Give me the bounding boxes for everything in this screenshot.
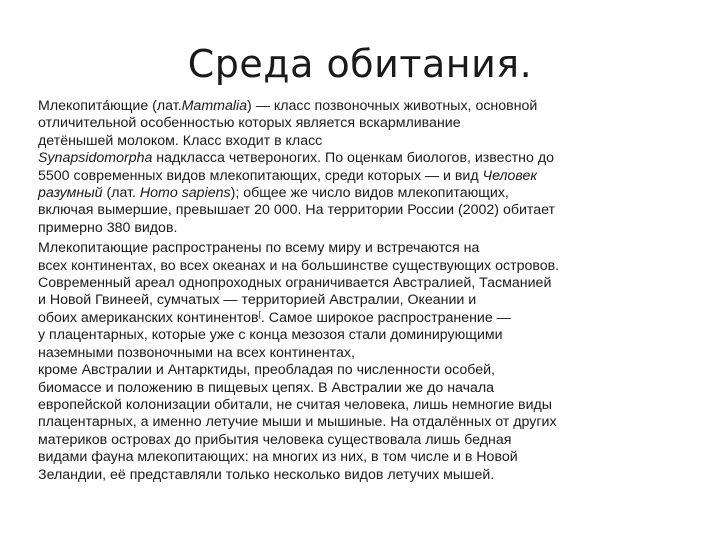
text-line: отличительной особенностью которых является вскармливание [38, 115, 461, 132]
text-span: . Самое широкое распространение — [260, 309, 511, 326]
text-line: наземными позвоночными на всех континентах, [38, 344, 355, 361]
text-line: и Новой Гвинеей, сумчатых — территорией Австралии, Океании и [38, 292, 477, 309]
text-span: (лат. [102, 185, 140, 202]
latin-term: Mammalia [181, 98, 248, 114]
text-line: включая вымершие, превышает 20 000. На территории России (2002) обитает [38, 202, 556, 219]
slide-title: Среда обитания. [187, 42, 533, 86]
text-line: материков островах до прибытия человека существовала лишь бедная [38, 431, 512, 448]
text-line: у плацентарных, которые уже с конца мезозоя стали доминирующими [38, 327, 503, 344]
text-line: биомассе и положению в пищевых цепях. В Австралии же до начала [38, 379, 495, 396]
text-line [38, 150, 678, 167]
text-line: плацентарных, а именно летучие мыши и мышиные. На отдалённых от других [38, 414, 557, 431]
latin-term: Synapsidomorpha [38, 150, 153, 167]
text-line [38, 185, 678, 202]
text-span: ); общее же число видов млекопитающих, [230, 185, 509, 202]
text-line: детёнышей молоком. Класс входит в класс [38, 132, 323, 149]
text-span: надкласса четвероногих. По оценкам биологов, известно до [152, 150, 554, 167]
text-span: обоих американских континентов [38, 309, 259, 326]
text-line: примерно 380 видов. [38, 219, 178, 236]
text-line [38, 98, 678, 115]
footnote-mark: [ [258, 309, 261, 319]
italic-term: Человек [482, 167, 538, 184]
text-line [38, 167, 678, 185]
text-line: Современный ареал однопроходных ограничивается Австралией, Тасманией [38, 275, 552, 292]
text-line [38, 309, 678, 327]
slide-body [38, 98, 678, 484]
latin-term: Homo sapiens [139, 185, 231, 202]
text-line: Зеландии, её представляли только несколько видов летучих мышей. [38, 466, 495, 483]
paragraph-mammalia-definition [38, 98, 678, 237]
text-span: Млекопита́ющие (лат. [38, 98, 182, 114]
text-line: европейской колонизации обитали, не считая человека, лишь немногие виды [38, 396, 552, 413]
text-line: Млекопитающие распространены по всему миру и встречаются на [38, 240, 480, 257]
italic-term: разумный [38, 185, 103, 202]
text-line: видами фауна млекопитающих: на многих из них, в том числе и в Новой [38, 449, 518, 466]
text-span: 5500 современных видов млекопитающих, среди которых — и вид [38, 167, 483, 184]
paragraph-distribution [38, 240, 678, 484]
text-span: ) — класс позвоночных животных, основной [247, 98, 538, 114]
text-line: всех континентах, во всех океанах и на большинстве существующих островов. [38, 257, 560, 274]
text-line: кроме Австралии и Антарктиды, преобладая по численности особей, [38, 362, 495, 379]
